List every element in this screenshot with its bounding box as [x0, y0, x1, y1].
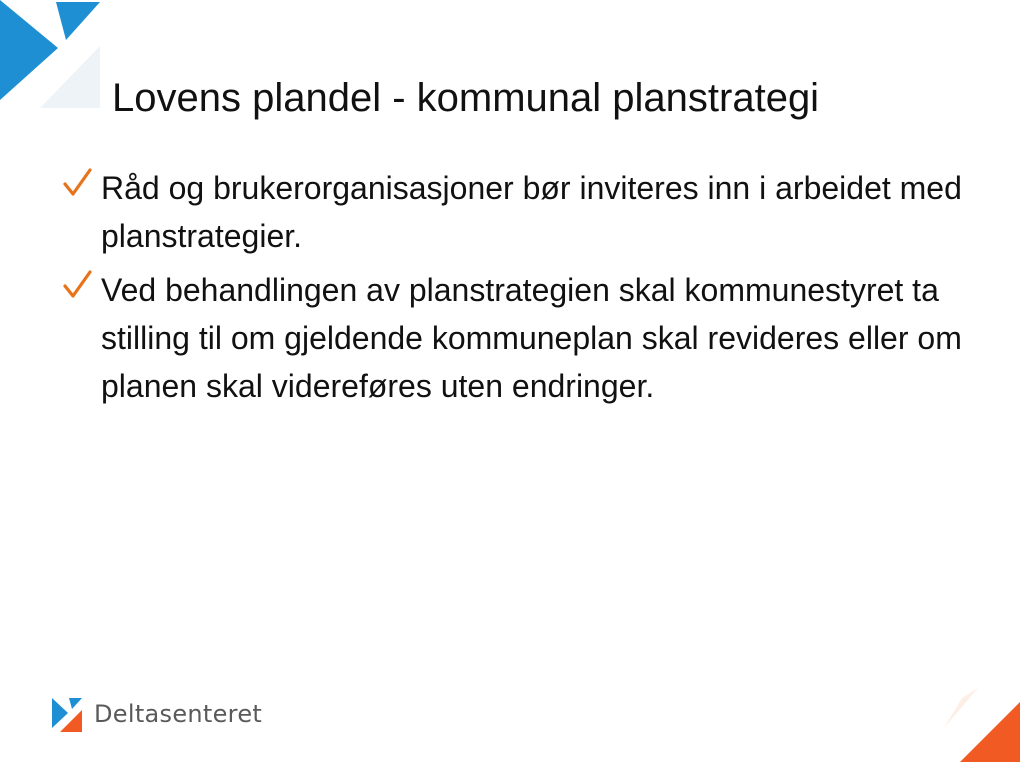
bullet-text: Råd og brukerorganisasjoner bør inviteres inn i arbeidet med planstrategier. — [101, 170, 962, 254]
slide-title: Lovens plandel - kommunal planstrategi — [112, 76, 820, 120]
check-mark-icon — [62, 266, 94, 314]
orange-triangle-icon — [944, 688, 1024, 768]
deltasenteret-mark-icon — [52, 698, 86, 732]
bullet-item — [62, 266, 962, 410]
bullet-list — [62, 164, 962, 416]
deltasenteret-logo-icon — [0, 0, 112, 112]
bullet-item — [62, 164, 962, 260]
footer-brand-name: Deltasenteret — [94, 700, 263, 728]
footer-logo — [52, 696, 292, 740]
bullet-text: Ved behandlingen av planstrategien skal kommunestyret ta stilling til om gjeldende kommuneplan skal revideres eller om planen skal videreføres uten endringer. — [101, 272, 962, 404]
check-mark-icon — [62, 164, 94, 212]
